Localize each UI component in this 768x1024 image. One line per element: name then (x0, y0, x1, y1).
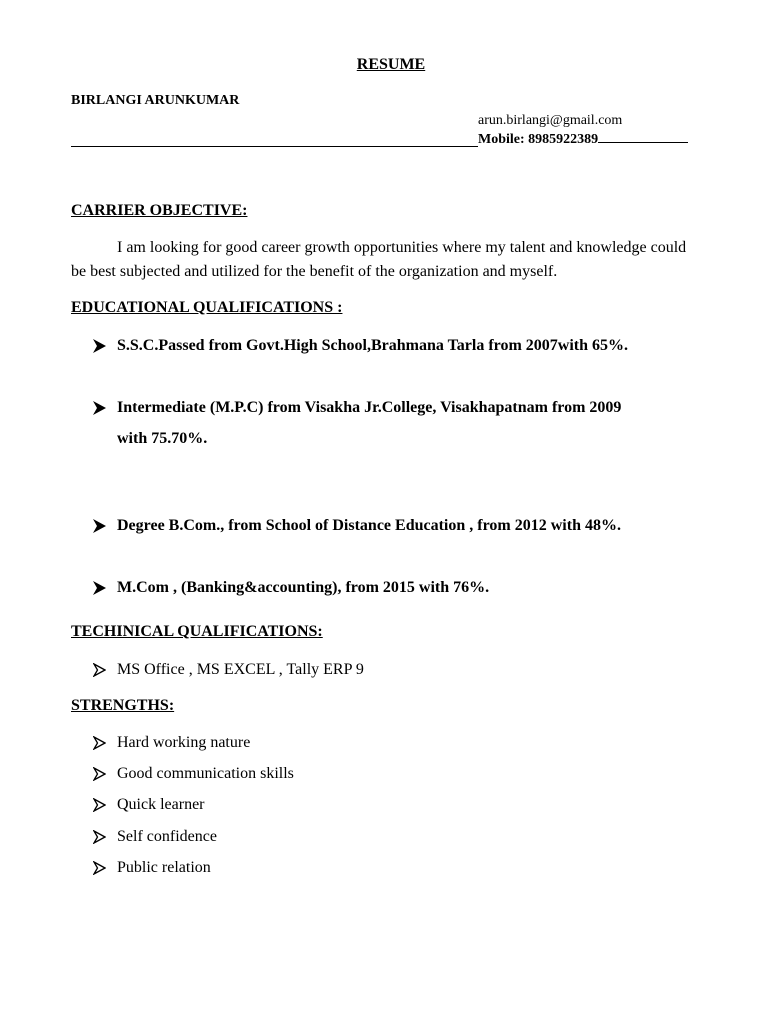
technical-item-text: MS Office , MS EXCEL , Tally ERP 9 (117, 661, 364, 678)
objective-text: I am looking for good career growth opportunities where my talent and knowledge could be best subjected and utilized for the benefit of the organization and myself. (71, 239, 687, 280)
strength-item-text: Self confidence (117, 828, 217, 845)
strength-item-text: Public relation (117, 859, 211, 876)
arrow-outline-bullet-icon (93, 852, 109, 875)
header-divider (71, 146, 478, 147)
strength-item-text: Good communication skills (117, 765, 294, 782)
education-item-text: Degree B.Com., from School of Distance Education , from 2012 with 48%. (117, 517, 621, 534)
strengths-heading: STRENGTHS: (71, 697, 175, 714)
education-item-text: Intermediate (M.P.C) from Visakha Jr.College, Visakhapatnam from 2009 (117, 399, 622, 416)
mobile-number (478, 130, 688, 148)
technical-heading: TECHINICAL QUALIFICATIONS: (71, 623, 323, 640)
education-item-text: with 75.70%. (117, 430, 208, 447)
resume-title: RESUME (356, 56, 426, 73)
arrow-bullet-icon (93, 510, 109, 533)
mobile-text: Mobile: 8985922389 (478, 132, 599, 147)
education-item-text: M.Com , (Banking&accounting), from 2015 with 76%. (117, 579, 490, 596)
education-item-text: S.S.C.Passed from Govt.High School,Brahmana Tarla from 2007with 65%. (117, 337, 629, 354)
objective-heading: CARRIER OBJECTIVE: (71, 202, 248, 219)
email-address: arun.birlangi@gmail.com (478, 113, 623, 128)
arrow-bullet-icon (93, 572, 109, 595)
mobile-underline (598, 130, 688, 143)
strength-item-text: Quick learner (117, 796, 205, 813)
arrow-outline-bullet-icon (93, 727, 109, 750)
arrow-outline-bullet-icon (93, 789, 109, 812)
arrow-outline-bullet-icon (93, 821, 109, 844)
strength-item-text: Hard working nature (117, 734, 251, 751)
arrow-outline-bullet-icon (93, 654, 109, 677)
arrow-outline-bullet-icon (93, 758, 109, 781)
candidate-name: BIRLANGI ARUNKUMAR (71, 93, 240, 108)
education-heading: EDUCATIONAL QUALIFICATIONS : (71, 299, 343, 316)
arrow-bullet-icon (93, 330, 109, 353)
arrow-bullet-icon (93, 392, 109, 415)
